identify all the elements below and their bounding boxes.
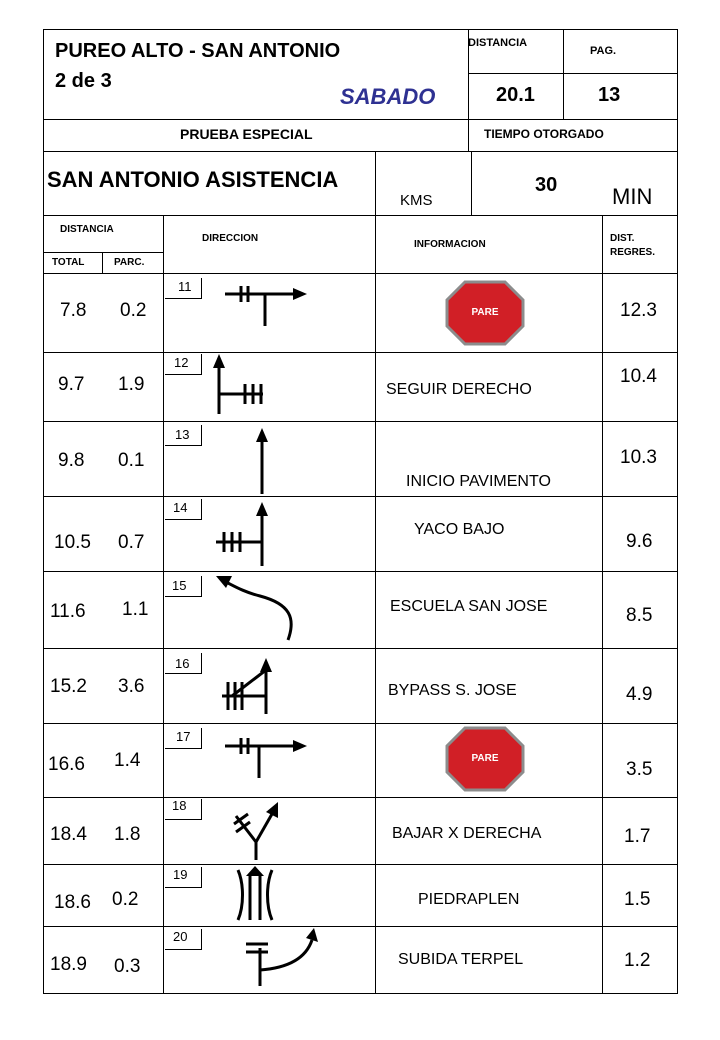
row-divider (43, 496, 678, 497)
tee-crossing-right-icon (215, 280, 315, 330)
remaining-distance: 9.6 (626, 531, 653, 552)
remaining-distance: 1.7 (624, 826, 651, 847)
tiempo-value: 30 (535, 174, 558, 196)
row-divider (43, 352, 678, 353)
distancia-value: 20.1 (496, 84, 535, 106)
info-text: BAJAR X DERECHA (392, 825, 542, 842)
divider (102, 252, 103, 273)
divider (43, 151, 678, 152)
info-text: BYPASS S. JOSE (388, 682, 517, 699)
distancia-header-label: DISTANCIA (468, 37, 528, 49)
col-parc: PARC. (114, 257, 145, 268)
col-direccion: DIRECCION (202, 233, 259, 244)
divider (471, 151, 472, 215)
divider (375, 151, 376, 215)
row-number: 12 (174, 355, 189, 370)
partial-distance: 0.2 (120, 300, 147, 321)
row-number: 19 (173, 867, 188, 882)
partial-distance: 0.1 (118, 450, 145, 471)
remaining-distance: 8.5 (626, 605, 653, 626)
remaining-distance: 3.5 (626, 759, 653, 780)
col-informacion: INFORMACION (414, 239, 486, 250)
divider (43, 215, 678, 216)
info-text: SUBIDA TERPEL (398, 951, 524, 968)
total-distance: 18.9 (50, 954, 87, 975)
remaining-distance: 1.2 (624, 950, 651, 971)
partial-distance: 3.6 (118, 676, 145, 697)
partial-distance: 1.4 (114, 750, 141, 771)
row-divider (43, 864, 678, 865)
divider (43, 252, 163, 253)
remaining-distance: 1.5 (624, 889, 651, 910)
divider (163, 215, 164, 994)
stop-sign-text: PARE (471, 307, 499, 318)
total-distance: 18.6 (54, 892, 91, 913)
remaining-distance: 4.9 (626, 684, 653, 705)
total-distance: 16.6 (48, 754, 85, 775)
stop-sign (445, 726, 525, 792)
total-distance: 7.8 (60, 300, 87, 321)
total-distance: 18.4 (50, 824, 87, 845)
total-distance: 9.8 (58, 450, 85, 471)
info-text: YACO BAJO (414, 521, 505, 538)
row-number: 14 (173, 500, 188, 515)
info-text: ESCUELA SAN JOSE (390, 598, 548, 615)
row-number: 20 (173, 929, 188, 944)
turn-right-up-icon (212, 502, 272, 568)
turn-left-up-icon (205, 354, 275, 418)
bypass-diagonal-icon (218, 656, 278, 716)
row-divider (43, 723, 678, 724)
stop-sign-text: PARE (471, 753, 499, 764)
kms-label: KMS (400, 192, 433, 209)
total-distance: 9.7 (58, 374, 85, 395)
tiempo-otorgado-label: TIEMPO OTORGADO (484, 127, 604, 141)
row-number: 11 (178, 279, 192, 294)
day-label: SABADO (340, 84, 436, 109)
partial-distance: 1.8 (114, 824, 141, 845)
row-divider (43, 648, 678, 649)
row-number: 18 (172, 798, 187, 813)
tiempo-unit: MIN (612, 184, 653, 209)
total-distance: 15.2 (50, 676, 87, 697)
remaining-distance: 10.3 (620, 447, 657, 468)
prueba-especial-label: PRUEBA ESPECIAL (180, 126, 313, 142)
pag-label: PAG. (590, 45, 617, 57)
total-distance: 10.5 (54, 532, 91, 553)
stage-part: 2 de 3 (55, 70, 112, 92)
row-number: 17 (176, 729, 191, 744)
divider (602, 215, 603, 994)
col-dist-regres-2: REGRES. (610, 247, 656, 258)
remaining-distance: 10.4 (620, 366, 657, 387)
total-distance: 11.6 (50, 601, 86, 622)
info-text: INICIO PAVIMENTO (406, 473, 551, 490)
row-number: 13 (175, 427, 190, 442)
row-number: 16 (175, 656, 190, 671)
curve-up-right-icon (240, 928, 324, 988)
info-text: SEGUIR DERECHO (386, 381, 532, 398)
divider (43, 273, 678, 274)
col-dist-regres-1: DIST. (610, 233, 635, 244)
remaining-distance: 12.3 (620, 300, 657, 321)
partial-distance: 1.9 (118, 374, 145, 395)
stop-sign (445, 280, 525, 346)
info-text: PIEDRAPLEN (418, 891, 520, 908)
row-divider (43, 797, 678, 798)
fork-right-icon (228, 802, 288, 862)
row-number: 15 (172, 578, 187, 593)
divider (43, 119, 678, 120)
pag-value: 13 (598, 84, 621, 106)
row-divider (43, 571, 678, 572)
partial-distance: 1.1 (122, 599, 149, 620)
stage-name: SAN ANTONIO ASISTENCIA (47, 167, 339, 192)
col-total: TOTAL (52, 257, 85, 268)
divider (563, 29, 564, 119)
divider (468, 73, 678, 74)
partial-distance: 0.3 (114, 956, 141, 977)
partial-distance: 0.2 (112, 889, 139, 910)
curve-left-icon (210, 572, 300, 644)
straight-up-icon (252, 428, 272, 496)
divider (375, 215, 376, 994)
row-divider (43, 421, 678, 422)
partial-distance: 0.7 (118, 532, 145, 553)
stage-route-title: PUREO ALTO - SAN ANTONIO (55, 40, 341, 62)
causeway-icon (232, 866, 278, 924)
col-distancia: DISTANCIA (60, 224, 114, 235)
row-divider (43, 926, 678, 927)
tee-crossing-right-icon (215, 732, 315, 782)
